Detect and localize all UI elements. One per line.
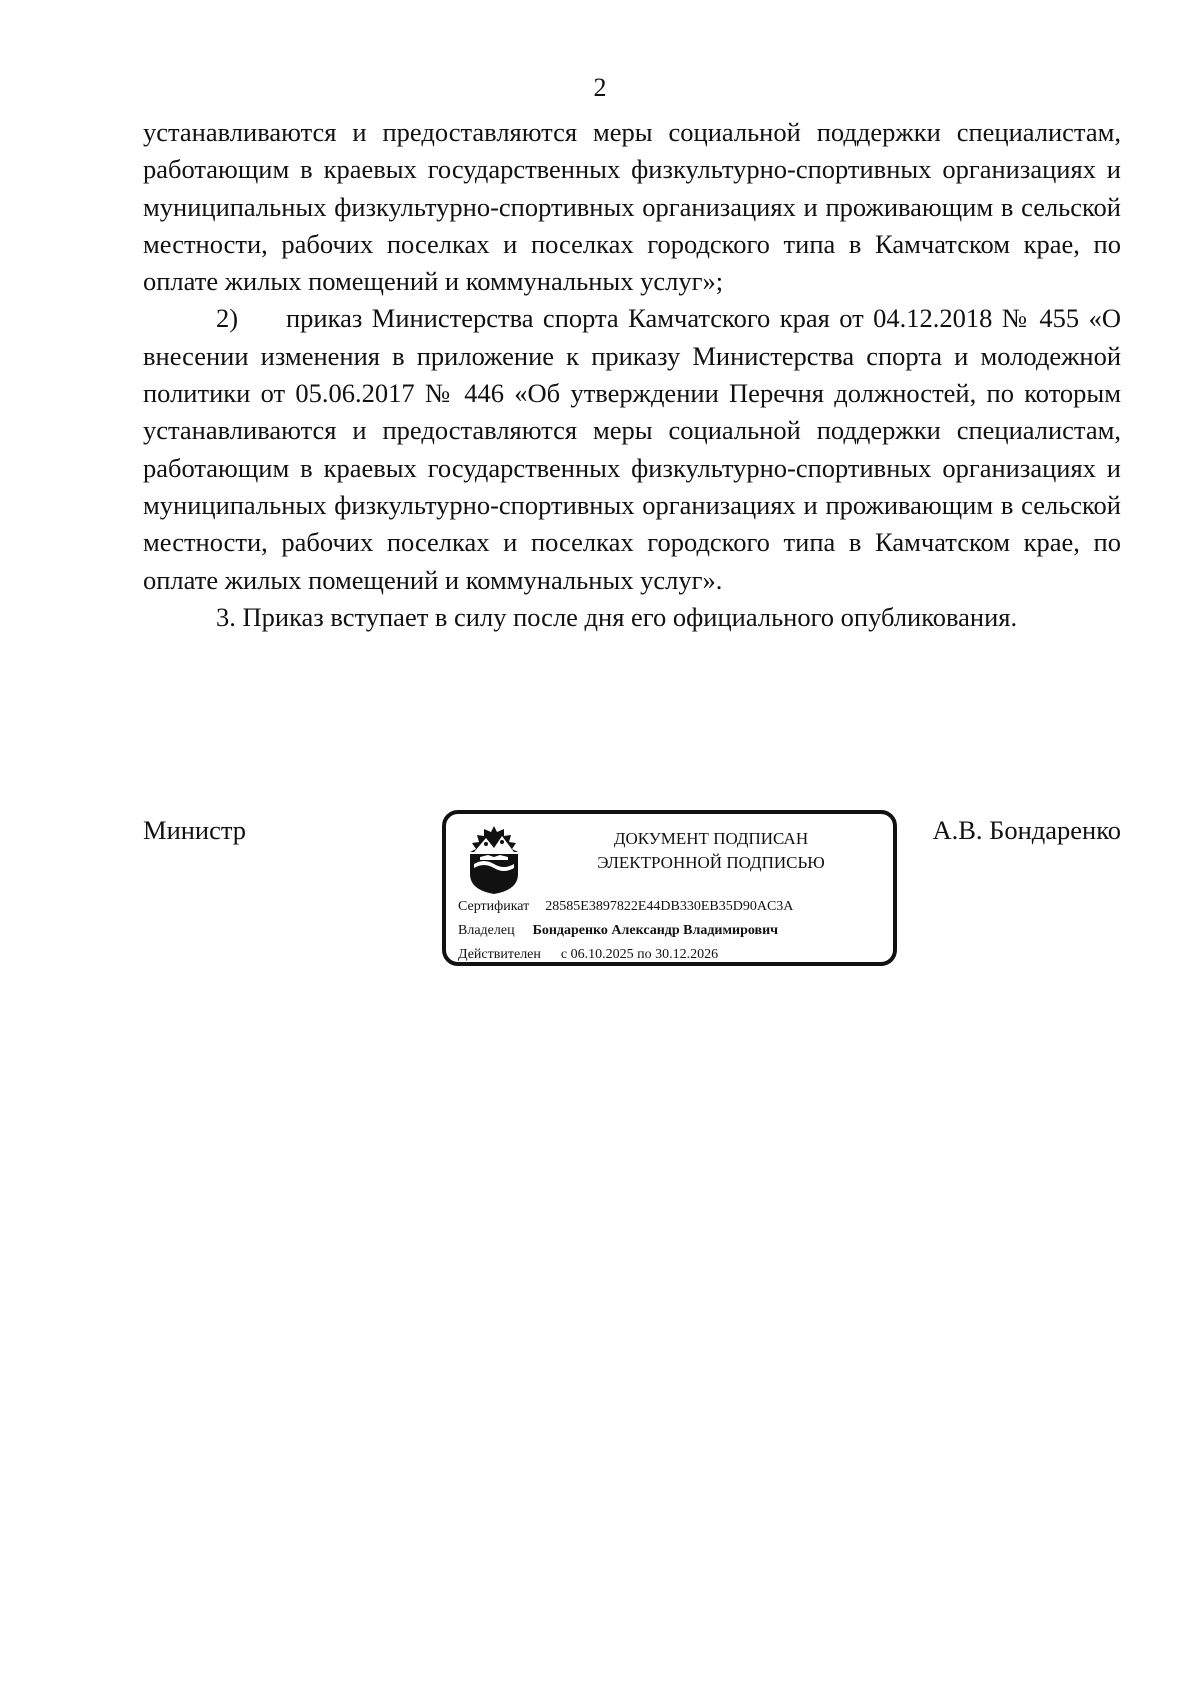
valid-value: с 06.10.2025 по 30.12.2026 xyxy=(560,947,719,962)
kamchatka-emblem-icon xyxy=(464,824,524,896)
stamp-validity-row xyxy=(458,946,718,964)
page-number: 2 xyxy=(593,73,607,102)
signer-name: А.В. Бондаренко xyxy=(932,815,1121,845)
paragraph-item-3: 3. Приказ вступает в силу после дня его официального опубликования. xyxy=(216,601,1018,632)
stamp-certificate-row xyxy=(458,898,793,916)
signature-block xyxy=(143,812,1121,982)
certificate-label: Сертификат xyxy=(458,899,530,914)
document-body xyxy=(143,114,1121,636)
owner-value: Бондаренко Александр Владимирович xyxy=(532,923,779,938)
item-number: 2) xyxy=(216,303,239,334)
valid-label: Действителен xyxy=(458,947,541,962)
owner-label: Владелец xyxy=(458,923,515,938)
paragraph-item-2 xyxy=(143,300,1121,598)
stamp-title-line1: ДОКУМЕНТ ПОДПИСАН xyxy=(613,829,809,848)
item-2-text: приказ Министерства спорта Камчатского края от 04.12.2018 № 455 «О внесении изменения в приложение к приказу Министерства спорта и молодежной политики от 05.06.2017 № 446 «Об утверждении Перечня должностей, по которым устанавливаются и предоставляются меры социальной поддержки специалистам, работающим в краевых государственных физкультурно-спортивных организациях и муниципальных физкультурно-спортивных организациях и проживающим в сельской местности, рабочих поселках и поселках городского типа в Камчатском крае, по оплате жилых помещений и коммунальных услуг». xyxy=(143,303,1121,595)
paragraph-continuation: устанавливаются и предоставляются меры социальной поддержки специалистам, работающим в краевых государственных физкультурно-спортивных организациях и муниципальных физкультурно-спортивных организациях и проживающим в сельской местности, рабочих поселках и поселках городского типа в Камчатском крае, по оплате жилых помещений и коммунальных услуг»; xyxy=(143,117,1121,297)
certificate-value: 28585E3897822E44DB330EB35D90AC3A xyxy=(545,899,794,914)
stamp-title-line2: ЭЛЕКТРОННОЙ ПОДПИСЬЮ xyxy=(597,853,825,872)
electronic-signature-stamp xyxy=(442,810,897,966)
signer-position: Министр xyxy=(143,815,247,845)
stamp-owner-row xyxy=(458,922,778,940)
